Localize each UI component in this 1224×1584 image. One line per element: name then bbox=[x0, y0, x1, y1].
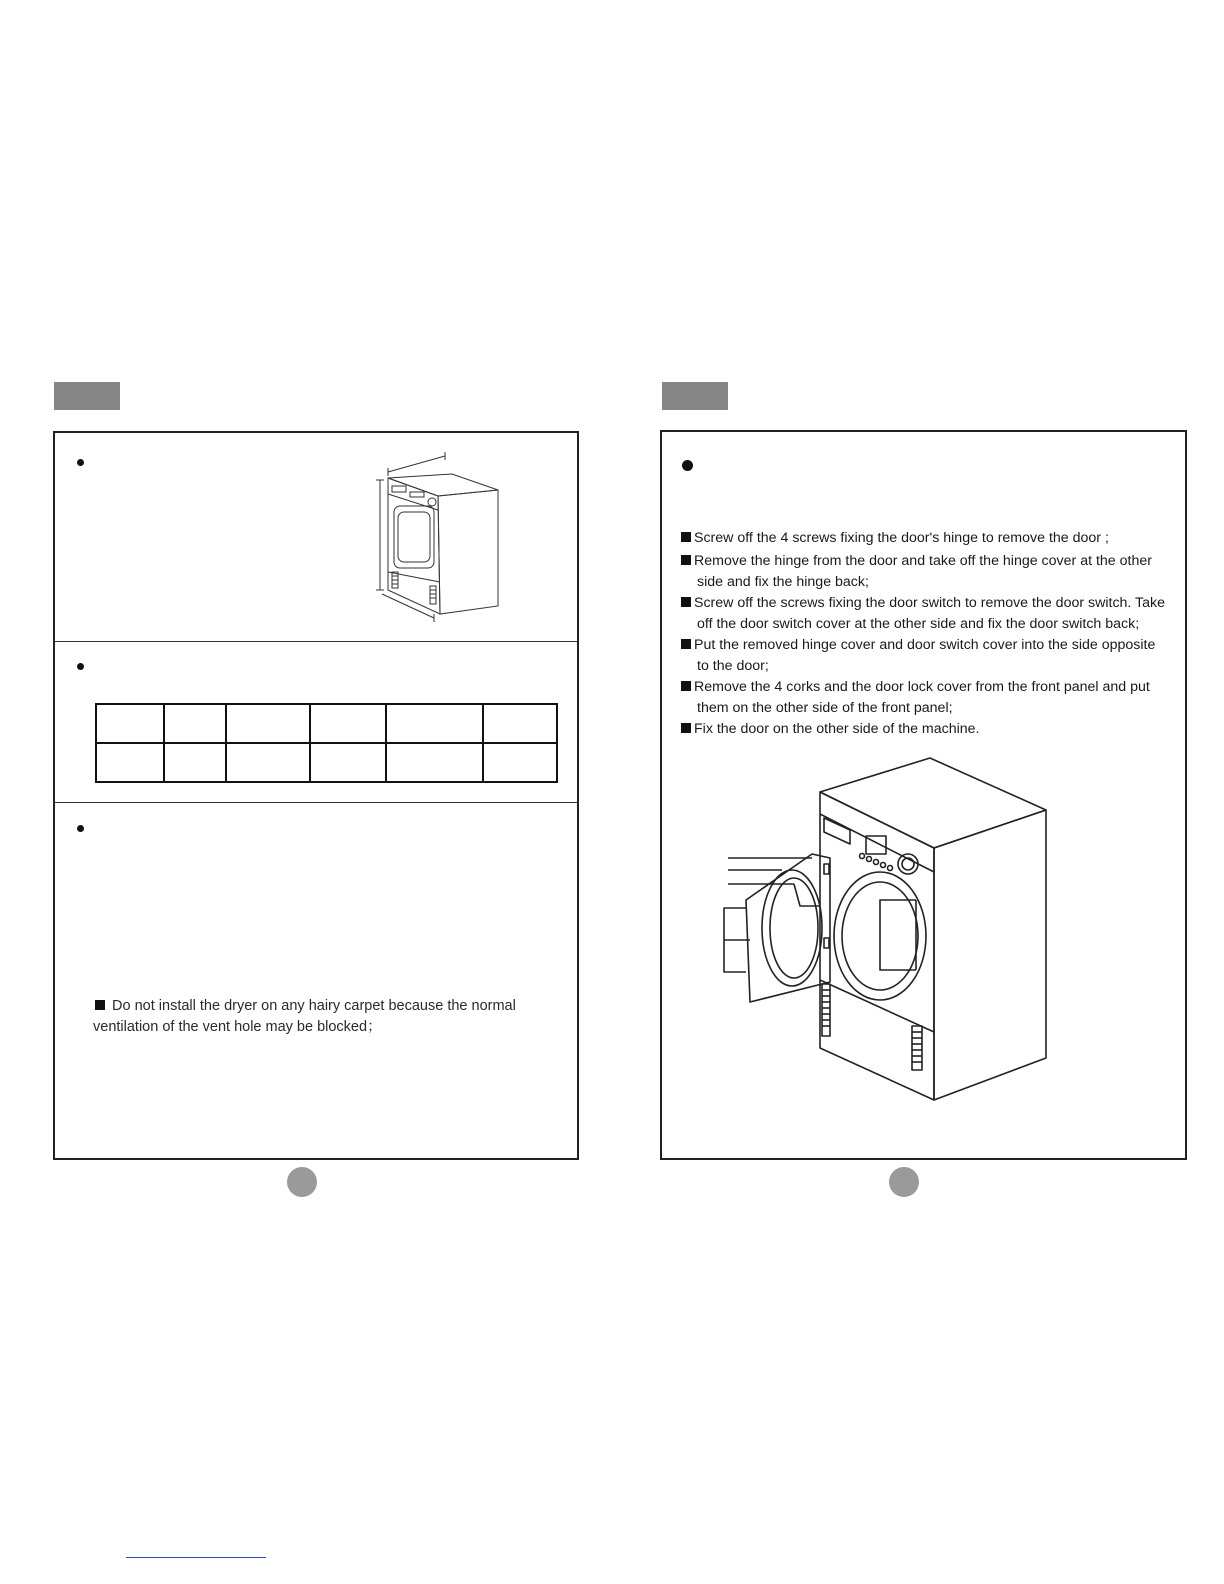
table-cell bbox=[386, 704, 483, 743]
square-bullet-icon bbox=[681, 681, 691, 691]
table-row bbox=[96, 743, 557, 782]
dimensions-bullet-icon bbox=[77, 459, 84, 466]
section-divider bbox=[55, 802, 577, 803]
right-section-tag bbox=[662, 382, 728, 410]
bottom-underline bbox=[126, 1557, 266, 1558]
table-cell bbox=[310, 704, 386, 743]
table-cell bbox=[483, 704, 557, 743]
square-bullet-icon bbox=[681, 639, 691, 649]
square-bullet-icon bbox=[681, 555, 691, 565]
note-line-1: Do not install the dryer on any hairy carpet because the normal bbox=[112, 998, 516, 1014]
right-page-number-badge bbox=[889, 1167, 919, 1197]
door-reversal-steps bbox=[681, 528, 1165, 740]
table-cell bbox=[226, 704, 310, 743]
step-4-continued: to the door; bbox=[697, 658, 769, 674]
square-bullet-icon bbox=[95, 1000, 105, 1010]
specifications-bullet-icon bbox=[77, 663, 84, 670]
dryer-open-door-illustration bbox=[720, 752, 1060, 1102]
step-5: Remove the 4 corks and the door lock cover from the front panel and put bbox=[681, 677, 1165, 698]
table-cell bbox=[164, 704, 226, 743]
left-page-number-badge bbox=[287, 1167, 317, 1197]
section-divider bbox=[55, 641, 577, 642]
note-line-2: ventilation of the vent hole may be blocked； bbox=[93, 1019, 382, 1035]
table-cell bbox=[96, 704, 164, 743]
step-2: Remove the hinge from the door and take off the hinge cover at the other bbox=[681, 551, 1165, 572]
step-3: Screw off the screws fixing the door switch to remove the door switch. Take bbox=[681, 593, 1165, 614]
step-3-continued: off the door switch cover at the other side and fix the door switch back; bbox=[697, 616, 1140, 632]
table-cell bbox=[96, 743, 164, 782]
installation-bullet-icon bbox=[77, 825, 84, 832]
step-1: Screw off the 4 screws fixing the door's hinge to remove the door ; bbox=[681, 528, 1165, 549]
table-cell bbox=[310, 743, 386, 782]
step-5-continued: them on the other side of the front panel; bbox=[697, 700, 953, 716]
step-2-continued: side and fix the hinge back; bbox=[697, 574, 869, 590]
square-bullet-icon bbox=[681, 532, 691, 542]
step-4: Put the removed hinge cover and door switch cover into the side opposite bbox=[681, 635, 1165, 656]
table-cell bbox=[483, 743, 557, 782]
square-bullet-icon bbox=[681, 597, 691, 607]
specifications-table bbox=[95, 703, 558, 783]
installation-note bbox=[93, 996, 516, 1038]
door-reversal-bullet-icon bbox=[682, 460, 693, 471]
table-cell bbox=[164, 743, 226, 782]
square-bullet-icon bbox=[681, 723, 691, 733]
table-row bbox=[96, 704, 557, 743]
table-cell bbox=[226, 743, 310, 782]
left-section-tag bbox=[54, 382, 120, 410]
step-6: Fix the door on the other side of the machine. bbox=[681, 719, 1165, 740]
dryer-dimensions-illustration bbox=[370, 450, 510, 625]
table-cell bbox=[386, 743, 483, 782]
